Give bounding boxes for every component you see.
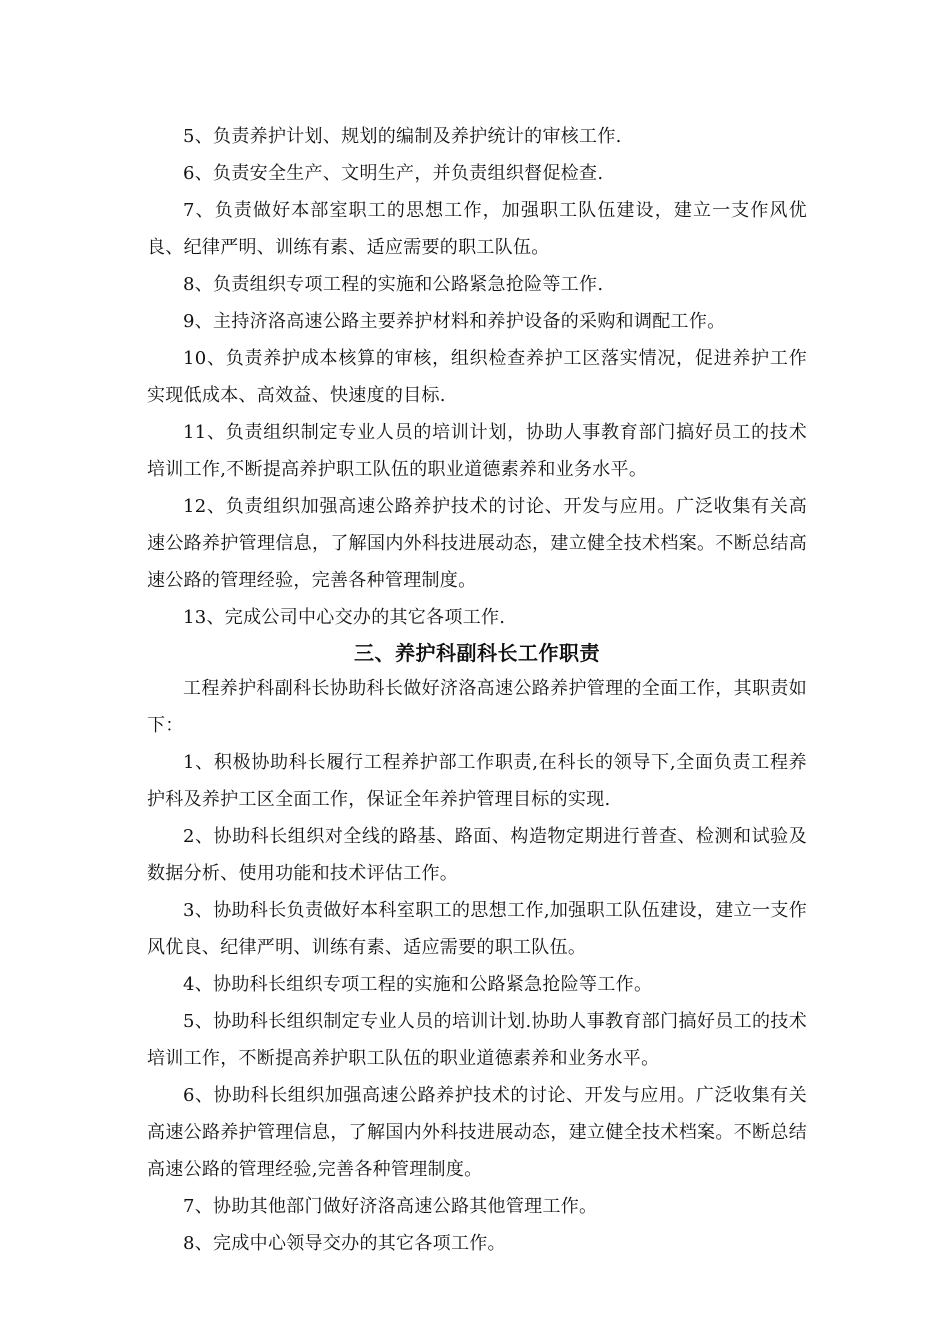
deputy-duty-item: 5、协助科长组织制定专业人员的培训计划.协助人事教育部门搞好员工的技术培训工作，不断提高养护职工队伍的职业道德素养和业务水平。	[147, 1011, 807, 1069]
deputy-duty-item: 4、协助科长组织专项工程的实施和公路紧急抢险等工作。	[183, 974, 653, 995]
section-intro: 工程养护科副科长协助科长做好济洛高速公路养护管理的全面工作，其职责如下：	[147, 678, 807, 736]
document-page	[147, 118, 807, 1262]
duty-item: 12、负责组织加强高速公路养护技术的讨论、开发与应用。广泛收集有关高速公路养护管理信息，了解国内外科技进展动态，建立健全技术档案。不断总结高速公路的管理经验，完善各种管理制度。	[147, 496, 807, 591]
duty-item: 9、主持济洛高速公路主要养护材料和养护设备的采购和调配工作。	[183, 311, 726, 332]
duty-item: 10、负责养护成本核算的审核，组织检查养护工区落实情况，促进养护工作实现低成本、高效益、快速度的目标.	[147, 348, 807, 406]
deputy-duty-item: 8、完成中心领导交办的其它各项工作。	[183, 1233, 506, 1254]
duty-item: 6、负责安全生产、文明生产，并负责组织督促检查.	[183, 163, 604, 184]
section-heading: 三、养护科副科长工作职责	[354, 641, 600, 665]
deputy-duty-item: 2、协助科长组织对全线的路基、路面、构造物定期进行普查、检测和试验及数据分析、使用功能和技术评估工作。	[147, 826, 807, 884]
duty-item: 8、负责组织专项工程的实施和公路紧急抢险等工作.	[183, 274, 604, 295]
deputy-duty-item: 7、协助其他部门做好济洛高速公路其他管理工作。	[183, 1196, 598, 1217]
duty-item: 7、负责做好本部室职工的思想工作，加强职工队伍建设，建立一支作风优良、纪律严明、训练有素、适应需要的职工队伍。	[147, 200, 807, 258]
duty-item: 11、负责组织制定专业人员的培训计划，协助人事教育部门搞好员工的技术培训工作,不断提高养护职工队伍的职业道德素养和业务水平。	[147, 422, 807, 480]
duty-item: 13、完成公司中心交办的其它各项工作.	[183, 607, 506, 628]
deputy-duty-item: 3、协助科长负责做好本科室职工的思想工作,加强职工队伍建设，建立一支作风优良、纪律严明、训练有素、适应需要的职工队伍。	[147, 900, 807, 958]
deputy-duty-item: 1、积极协助科长履行工程养护部工作职责,在科长的领导下,全面负责工程养护科及养护工区全面工作，保证全年养护管理目标的实现.	[147, 752, 807, 810]
duty-item: 5、负责养护计划、规划的编制及养护统计的审核工作.	[183, 126, 622, 147]
deputy-duty-item: 6、协助科长组织加强高速公路养护技术的讨论、开发与应用。广泛收集有关高速公路养护管理信息，了解国内外科技进展动态，建立健全技术档案。不断总结高速公路的管理经验,完善各种管理制度。	[147, 1085, 807, 1180]
